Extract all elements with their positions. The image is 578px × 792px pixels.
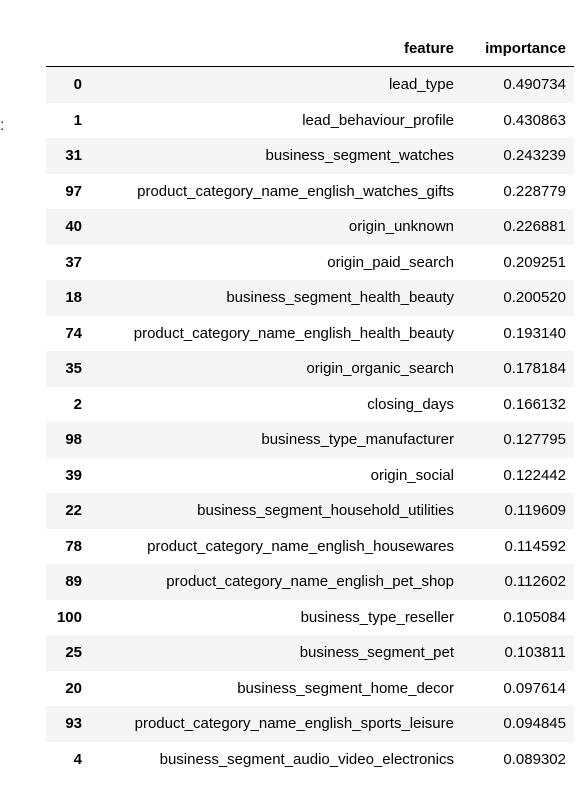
- row-index: 25: [65, 644, 82, 662]
- row-feature: business_segment_pet: [299, 644, 454, 662]
- row-feature: business_segment_audio_video_electronics: [159, 750, 454, 768]
- row-importance: 0.089302: [503, 750, 566, 768]
- table-body: [46, 67, 574, 778]
- table-row: [46, 138, 574, 174]
- row-feature: business_segment_health_beauty: [226, 289, 454, 307]
- row-index: 2: [73, 395, 82, 413]
- row-index: 98: [65, 431, 82, 449]
- row-importance: 0.178184: [503, 360, 566, 378]
- row-importance: 0.200520: [503, 289, 566, 307]
- row-importance: 0.166132: [503, 395, 566, 413]
- row-index: 93: [65, 715, 82, 733]
- row-index: 22: [65, 502, 82, 520]
- table-row: [46, 174, 574, 210]
- row-feature: origin_organic_search: [306, 360, 454, 378]
- table-row: [46, 458, 574, 494]
- row-importance: 0.119609: [504, 502, 566, 520]
- table-row: [46, 493, 574, 529]
- row-index: 78: [65, 537, 82, 555]
- row-feature: closing_days: [367, 395, 454, 413]
- row-index: 97: [65, 182, 82, 200]
- row-importance: 0.114592: [504, 537, 566, 555]
- row-index: 31: [65, 147, 82, 165]
- table-row: [46, 600, 574, 636]
- row-importance: 0.127795: [503, 431, 566, 449]
- table-row: [46, 351, 574, 387]
- table-row: [46, 209, 574, 245]
- row-feature: lead_type: [388, 76, 454, 94]
- table-row: [46, 280, 574, 316]
- table-row: [46, 422, 574, 458]
- table-header: [46, 30, 574, 67]
- feature-importance-table: [46, 30, 574, 777]
- table-row: [46, 564, 574, 600]
- row-importance: 0.094845: [503, 715, 566, 733]
- row-feature: business_segment_home_decor: [237, 679, 454, 697]
- row-index: 1: [73, 111, 82, 129]
- table-row: [46, 706, 574, 742]
- header-row: [46, 30, 574, 67]
- row-index: 35: [65, 360, 82, 378]
- row-feature: product_category_name_english_health_beauty: [133, 324, 454, 342]
- row-index: 0: [73, 76, 82, 94]
- table-row: [46, 742, 574, 778]
- row-feature: lead_behaviour_profile: [302, 111, 454, 129]
- row-index: 89: [65, 573, 82, 591]
- row-feature: origin_paid_search: [327, 253, 454, 271]
- row-importance: 0.209251: [503, 253, 566, 271]
- row-feature: business_type_reseller: [300, 608, 454, 626]
- header-index: [46, 30, 96, 67]
- row-index: 18: [65, 289, 82, 307]
- row-feature: business_segment_watches: [265, 147, 454, 165]
- row-importance: 0.226881: [503, 218, 566, 236]
- header-feature: feature: [96, 30, 462, 67]
- row-importance: 0.105084: [503, 608, 566, 626]
- table-row: [46, 529, 574, 565]
- row-importance: 0.193140: [503, 324, 566, 342]
- row-importance: 0.490734: [503, 76, 566, 94]
- row-feature: origin_unknown: [348, 218, 454, 236]
- row-importance: 0.122442: [503, 466, 566, 484]
- row-feature: origin_social: [370, 466, 454, 484]
- row-index: 20: [65, 679, 82, 697]
- table-row: [46, 671, 574, 707]
- row-importance: 0.112602: [504, 573, 566, 591]
- row-feature: business_segment_household_utilities: [197, 502, 454, 520]
- row-feature: product_category_name_english_housewares: [147, 537, 454, 555]
- row-index: 74: [65, 324, 82, 342]
- output-prompt-mark: :: [0, 117, 5, 134]
- header-importance: importance: [462, 30, 574, 67]
- row-index: 4: [73, 750, 82, 768]
- row-feature: business_type_manufacturer: [261, 431, 454, 449]
- row-importance: 0.097614: [503, 679, 566, 697]
- row-feature: product_category_name_english_sports_leisure: [134, 715, 454, 733]
- row-index: 39: [65, 466, 82, 484]
- row-feature: product_category_name_english_watches_gifts: [137, 182, 454, 200]
- table-row: [46, 245, 574, 281]
- row-importance: 0.243239: [503, 147, 566, 165]
- row-index: 100: [56, 608, 82, 626]
- row-importance: 0.103811: [504, 644, 566, 662]
- table-row: [46, 635, 574, 671]
- row-importance: 0.228779: [503, 182, 566, 200]
- row-feature: product_category_name_english_pet_shop: [166, 573, 454, 591]
- table-row: [46, 387, 574, 423]
- table-row: [46, 67, 574, 103]
- row-index: 40: [65, 218, 82, 236]
- row-index: 37: [65, 253, 82, 271]
- table-row: [46, 316, 574, 352]
- row-importance: 0.430863: [503, 111, 566, 129]
- table-row: [46, 103, 574, 139]
